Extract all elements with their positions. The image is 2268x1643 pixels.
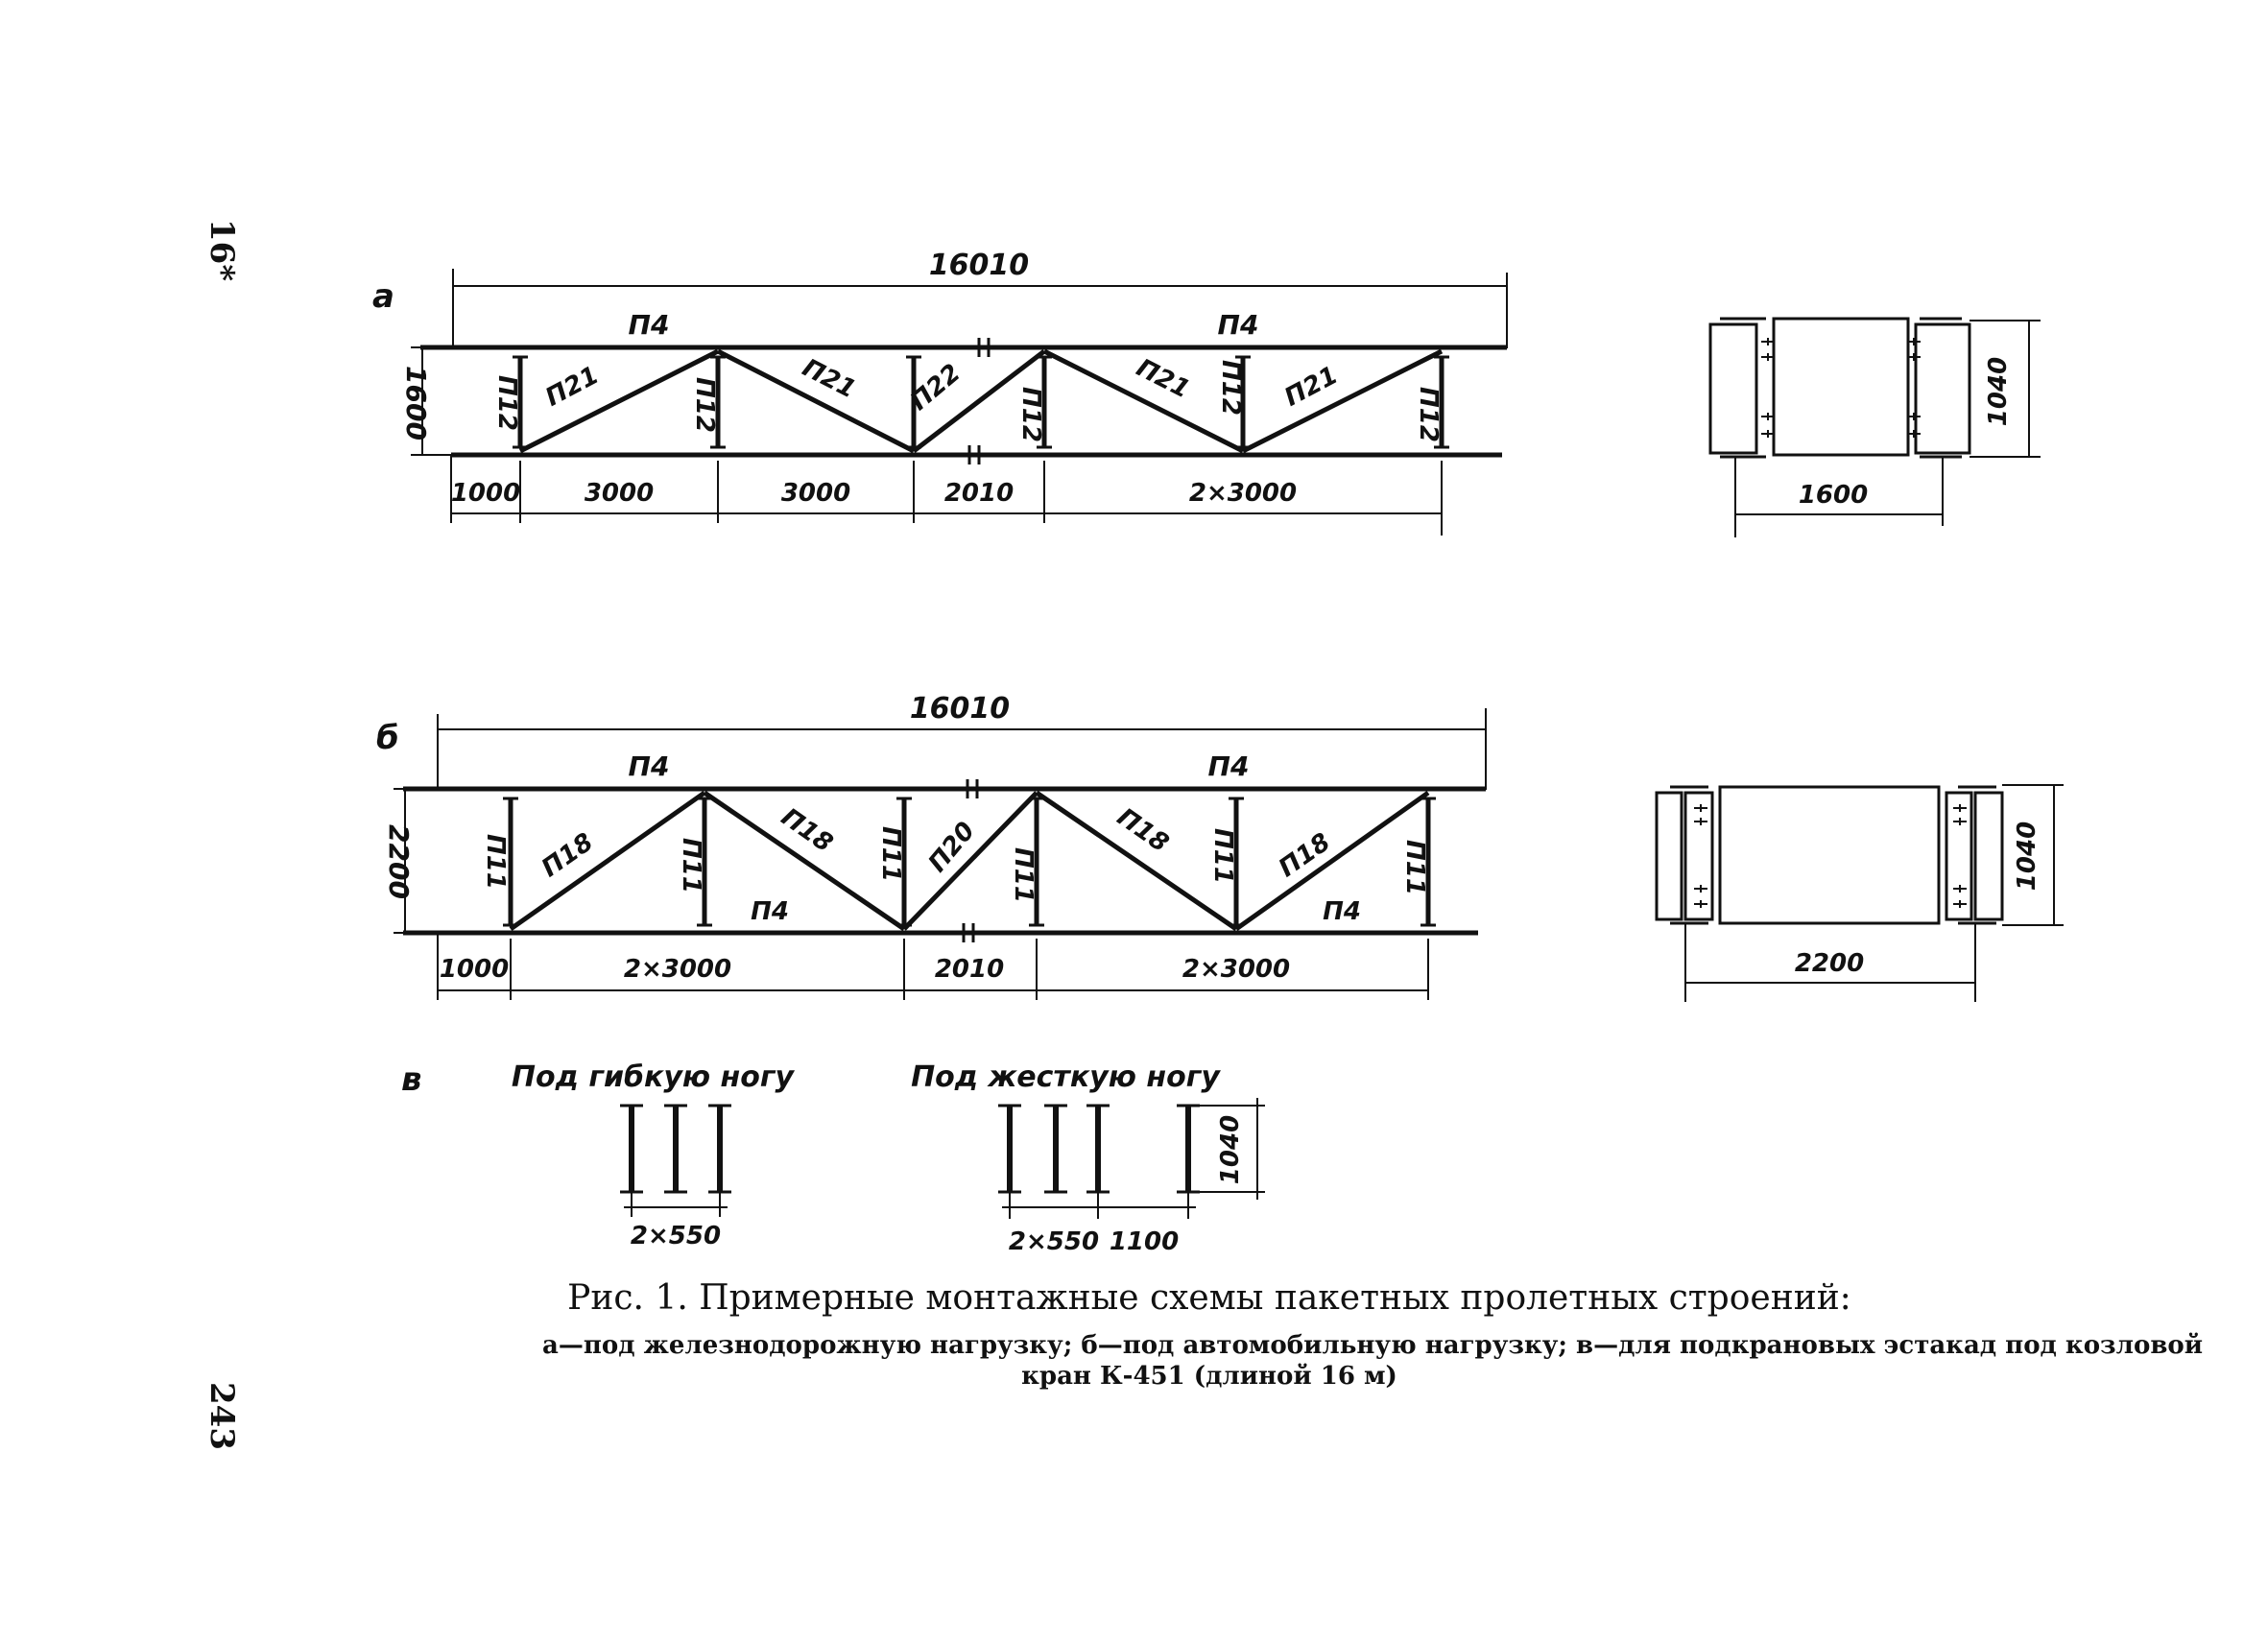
scheme-c-letter: в	[401, 1060, 422, 1099]
scheme-b-section-height: 1040	[2013, 821, 2041, 892]
scheme-a-vertical-4: П12	[1016, 387, 1045, 442]
scheme-b-vertical-2: П11	[677, 838, 705, 893]
scheme-b-vertical-3: П11	[876, 826, 905, 882]
scheme-c-rigid-dim-1: 2×550	[1008, 1227, 1100, 1256]
caption-line-1: а—под железнодорожную нагрузку; б—под автомобильную нагрузку; в—для подкрановых эстакад под козловой	[541, 1331, 2204, 1360]
scheme-c-rigid-height: 1040	[1216, 1114, 1245, 1185]
scheme-b-diagonal-5: П18	[1274, 827, 1336, 884]
scheme-b-overall-dim: 16010	[909, 692, 1011, 726]
scheme-a-span-3: 3000	[780, 479, 851, 508]
scheme-a-span-4: 2010	[943, 479, 1015, 508]
scheme-a-vertical-6: П12	[1414, 387, 1443, 442]
scheme-a-span-5: 2×3000	[1188, 479, 1298, 508]
scheme-b-span-1: 1000	[439, 955, 510, 984]
scheme-a-top-chord-right: П4	[1217, 309, 1259, 341]
page-number: 243	[203, 1382, 241, 1450]
scheme-a-section-height: 1040	[1984, 356, 2013, 427]
scheme-a-cross-section	[1710, 319, 2041, 537]
scheme-b-diagonal-3: П20	[922, 817, 981, 878]
margin-note: 16*	[203, 219, 241, 282]
scheme-a-vertical-3: П22	[905, 358, 967, 417]
scheme-a-vertical-1: П12	[492, 375, 521, 431]
scheme-a-diagonal-2: П21	[798, 353, 861, 405]
scheme-b-cross-section	[1657, 785, 2064, 1002]
scheme-b-letter: б	[376, 719, 399, 757]
scheme-a-letter: а	[372, 277, 394, 316]
scheme-c-rigid-title: Под жесткую ногу	[911, 1060, 1220, 1094]
scheme-a-top-chord-left: П4	[628, 309, 670, 341]
scheme-a-height-dim: 1600	[400, 366, 432, 441]
scheme-c-flexible-title: Под гибкую ногу	[511, 1060, 795, 1094]
scheme-c-flexible-dim: 2×550	[630, 1222, 722, 1250]
scheme-b-vertical-5: П11	[1208, 828, 1237, 884]
scheme-a-vertical-2: П12	[690, 377, 719, 433]
scheme-a-vertical-5: П12	[1216, 360, 1245, 416]
caption-title: Рис. 1. Примерные монтажные схемы пакетных пролетных строений:	[567, 1278, 1851, 1318]
scheme-b-span-3: 2010	[934, 955, 1005, 984]
scheme-b-span-4: 2×3000	[1182, 955, 1291, 984]
scheme-a-diagonal-4: П21	[1279, 361, 1343, 413]
scheme-c	[401, 1060, 1265, 1256]
scheme-b-top-chord-box	[438, 729, 1486, 789]
scheme-b-top-chord-left: П4	[628, 750, 670, 782]
scheme-b-vertical-1: П11	[481, 834, 510, 890]
scheme-a-span-2: 3000	[584, 479, 655, 508]
figure-caption	[542, 1278, 2203, 1391]
scheme-b-diagonal-4: П18	[1111, 802, 1174, 859]
scheme-a-overall-dim: 16010	[928, 249, 1030, 282]
scheme-b-vertical-6: П11	[1400, 840, 1429, 895]
scheme-b-vertical-4: П11	[1009, 847, 1038, 903]
scheme-a-diagonal-1: П21	[540, 361, 604, 413]
scheme-a-section-width: 1600	[1798, 481, 1869, 510]
scheme-a-diagonal-3: П21	[1132, 353, 1195, 405]
scheme-b-section-width: 2200	[1794, 949, 1865, 978]
scheme-b-bottom-label-2: П4	[1323, 897, 1361, 926]
scheme-b-span-2: 2×3000	[623, 955, 732, 984]
scheme-b-diagonal-1: П18	[537, 827, 599, 884]
scheme-b-height-dim: 2200	[383, 824, 415, 899]
scheme-b-top-chord-right: П4	[1207, 750, 1250, 782]
scheme-b	[376, 692, 1486, 1000]
scheme-b-bottom-label-1: П4	[751, 897, 789, 926]
scheme-a-span-1: 1000	[450, 479, 521, 508]
scheme-a	[372, 249, 1507, 536]
scheme-c-rigid-dim-2: 1100	[1109, 1227, 1180, 1256]
scheme-b-diagonal-2: П18	[776, 802, 838, 859]
caption-line-2: кран К-451 (длиной 16 м)	[1021, 1362, 1397, 1391]
